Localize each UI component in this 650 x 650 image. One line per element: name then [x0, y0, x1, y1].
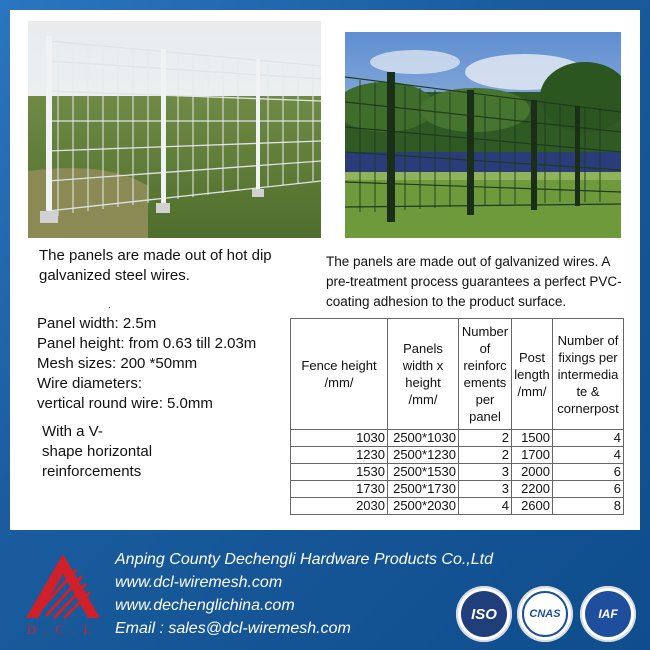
cell-fence-height: 1530	[291, 464, 388, 481]
cell-reinforcements: 3	[459, 464, 512, 481]
iso-badge-icon: ISO	[456, 586, 512, 642]
table-row	[291, 464, 624, 481]
spec-mesh-sizes: Mesh sizes: 200 *50mm	[37, 355, 198, 372]
cell-reinforcements: 2	[459, 430, 512, 447]
header-reinforcements: Number of reinforc ements per panel	[459, 319, 512, 430]
cell-post-length: 2200	[512, 481, 553, 498]
caption-galvanized: The panels are made out of hot dip galvanized steel wires.	[39, 247, 272, 284]
cell-fence-height: 1730	[291, 481, 388, 498]
website-link[interactable]: www.dcl-wiremesh.com	[115, 574, 283, 591]
cell-panel-size: 2500*1530	[388, 464, 459, 481]
cell-panel-size: 2500*1730	[388, 481, 459, 498]
email-link[interactable]: Email : sales@dcl-wiremesh.com	[115, 620, 351, 637]
cell-panel-size: 2500*1230	[388, 447, 459, 464]
stray-mark: .	[108, 300, 111, 311]
table-row	[291, 447, 624, 464]
header-panel-size: Panels width x height /mm/	[388, 319, 459, 430]
company-contact	[115, 548, 493, 640]
note-line: shape horizontal	[42, 443, 153, 460]
cell-panel-size: 2500*1030	[388, 430, 459, 447]
cell-fixings: 4	[553, 430, 624, 447]
photo-pvc-coated-fence	[345, 32, 621, 238]
cell-panel-size: 2500*2030	[388, 498, 459, 515]
cell-post-length: 2600	[512, 498, 553, 515]
caption-pvc-coating: The panels are made out of galvanized wires. A pre-treatment process guarantees a perfect PVC-coating adhesion to the product surface.	[326, 254, 622, 309]
iaf-badge-icon: IAF	[580, 586, 636, 642]
cell-fence-height: 1230	[291, 447, 388, 464]
logo-mark-icon	[18, 548, 108, 622]
spec-list	[37, 314, 297, 414]
note-line: With a V-	[42, 423, 103, 440]
table-row	[291, 481, 624, 498]
cell-fixings: 8	[553, 498, 624, 515]
spec-panel-height: Panel height: from 0.63 till 2.03m	[37, 335, 257, 352]
dcl-logo	[18, 548, 108, 640]
photo-galvanized-fence	[28, 21, 321, 238]
cell-post-length: 1500	[512, 430, 553, 447]
specification-table	[290, 318, 624, 515]
logo-text: D.C.L	[26, 622, 100, 637]
reinforcement-note	[42, 422, 242, 482]
spec-panel-width: Panel width: 2.5m	[37, 315, 157, 332]
cell-fence-height: 2030	[291, 498, 388, 515]
spec-wire-diameters: Wire diameters:	[37, 375, 143, 392]
cell-reinforcements: 3	[459, 481, 512, 498]
cell-reinforcements: 2	[459, 447, 512, 464]
cell-post-length: 1700	[512, 447, 553, 464]
note-line: reinforcements	[42, 463, 142, 480]
table-row	[291, 430, 624, 447]
table-header-row	[291, 319, 624, 430]
cell-post-length: 2000	[512, 464, 553, 481]
header-post-length: Post length /mm/	[512, 319, 553, 430]
cell-fixings: 6	[553, 464, 624, 481]
cell-fence-height: 1030	[291, 430, 388, 447]
header-fixings: Number of fixings per intermedia te & cornerpost	[553, 319, 624, 430]
spec-vertical-wire: vertical round wire: 5.0mm	[37, 395, 213, 412]
website-link[interactable]: www.dechenglichina.com	[115, 597, 295, 614]
table-row	[291, 498, 624, 515]
header-fence-height: Fence height /mm/	[291, 319, 388, 430]
cell-fixings: 4	[553, 447, 624, 464]
cnas-badge-icon: CNAS	[517, 586, 573, 642]
company-name: Anping County Dechengli Hardware Products Co.,Ltd	[115, 551, 493, 568]
cell-fixings: 6	[553, 481, 624, 498]
cell-reinforcements: 4	[459, 498, 512, 515]
